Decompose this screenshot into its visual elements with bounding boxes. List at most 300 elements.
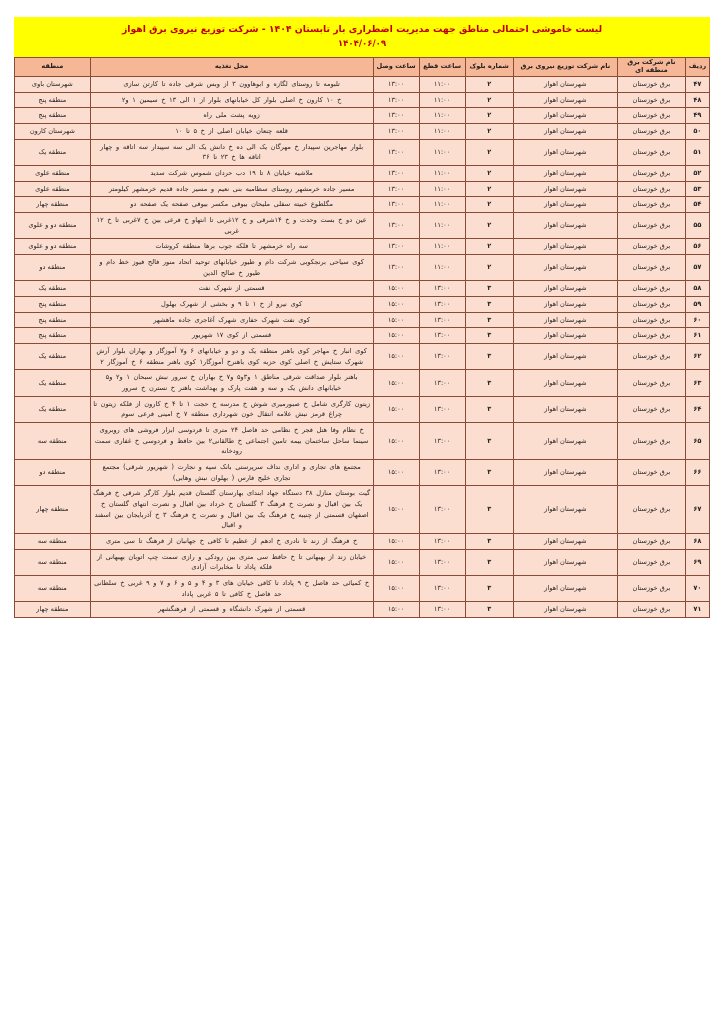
cell-area: منطقه چهار xyxy=(15,486,91,534)
cell-rank-value: ۵۸ xyxy=(693,284,702,293)
cell-rank xyxy=(685,197,709,213)
cell-rank-value: ۶۸ xyxy=(693,537,702,545)
cell-on-time xyxy=(373,486,419,534)
cell-distribution-company: شهرستان اهواز xyxy=(513,108,617,124)
cell-distribution-company: شهرستان اهواز xyxy=(513,576,617,602)
cell-off-time-value: ۱۱:۰۰ xyxy=(433,263,451,272)
cell-regional-company: برق خوزستان xyxy=(617,549,685,575)
outage-table xyxy=(14,57,710,618)
cell-feed-location xyxy=(90,328,373,344)
cell-rank xyxy=(685,181,709,197)
cell-block-number xyxy=(465,165,513,181)
cell-distribution-company: شهرستان اهواز xyxy=(513,197,617,213)
cell-block-number-value: ۳ xyxy=(487,404,492,413)
cell-rank xyxy=(685,602,709,618)
feed-location-text: کوی سیاحی برنجکوبی شرکت دام و طیور خیابانهای توحید اتحاد منور فالح فیوز خط دام و طیور خ صالح الدین xyxy=(99,257,364,277)
cell-block-number xyxy=(465,549,513,575)
cell-rank xyxy=(685,212,709,238)
cell-on-time-value: ۱۳:۰۰ xyxy=(387,95,405,104)
feed-location-text: تلبومه تا روستای لگازه و ابوهاوون ۳ از وبس شرقی جاده تا کارتن سازی xyxy=(123,79,340,88)
table-row xyxy=(15,108,710,124)
cell-area: منطقه یک xyxy=(15,139,91,165)
cell-block-number-value: ۳ xyxy=(487,505,492,514)
cell-on-time-value: ۱۵:۰۰ xyxy=(387,584,405,593)
cell-feed-location xyxy=(90,576,373,602)
cell-rank xyxy=(685,76,709,92)
cell-block-number-value: ۲ xyxy=(487,111,492,120)
cell-rank-value: ۶۱ xyxy=(693,331,702,340)
cell-feed-location xyxy=(90,343,373,369)
cell-rank-value: ۵۰ xyxy=(693,126,702,135)
cell-regional-company: برق خوزستان xyxy=(617,602,685,618)
feed-location-text: خیابان زند از بهبهانی تا خ حافظ سی متری بین رودکی و رازی سمت چپ اتوبان بهبهانی از فلکه پاداد تا مخابرات آزادی xyxy=(96,552,367,572)
cell-off-time xyxy=(419,459,465,485)
cell-block-number xyxy=(465,312,513,328)
cell-block-number xyxy=(465,212,513,238)
cell-rank-value: ۶۳ xyxy=(693,378,702,387)
cell-distribution-company: شهرستان اهواز xyxy=(513,254,617,280)
cell-on-time-value: ۱۳:۰۰ xyxy=(387,221,405,230)
cell-block-number-value: ۲ xyxy=(487,242,492,251)
cell-off-time-value: ۱۱:۰۰ xyxy=(433,168,451,177)
cell-regional-company: برق خوزستان xyxy=(617,165,685,181)
cell-regional-company: برق خوزستان xyxy=(617,197,685,213)
cell-on-time xyxy=(373,328,419,344)
cell-block-number-value: ۳ xyxy=(487,558,492,566)
cell-distribution-company: شهرستان اهواز xyxy=(513,549,617,575)
cell-rank xyxy=(685,534,709,550)
cell-distribution-company: شهرستان اهواز xyxy=(513,76,617,92)
cell-off-time xyxy=(419,139,465,165)
cell-area: منطقه پنج xyxy=(15,92,91,108)
cell-area: منطقه پنج xyxy=(15,108,91,124)
cell-regional-company: برق خوزستان xyxy=(617,422,685,459)
table-row xyxy=(15,602,710,618)
cell-rank xyxy=(685,576,709,602)
cell-off-time xyxy=(419,197,465,213)
cell-rank xyxy=(685,165,709,181)
cell-block-number-value: ۲ xyxy=(487,263,492,272)
cell-block-number-value: ۲ xyxy=(487,221,492,230)
cell-on-time-value: ۱۵:۰۰ xyxy=(387,436,405,445)
cell-off-time-value: ۱۳:۰۰ xyxy=(433,584,451,593)
cell-off-time xyxy=(419,165,465,181)
cell-off-time-value: ۱۱:۰۰ xyxy=(433,95,451,104)
cell-area: منطقه پنج xyxy=(15,328,91,344)
column-header-regional-company: نام شرکت برق منطقه ای xyxy=(617,58,685,77)
cell-on-time xyxy=(373,212,419,238)
feed-location-text: گیت بوستان منازل ۳۸ دستگاه جهاد ابندای بهارستان گلستان قدیم بلوار کارگر شرقی خ فرهنگ یک بین اقبال و نصرت خ فرهنگ ۳ گلستان خ خرداد بین اقبال و نصرت انتهای گلستان خ اصفهان قسمتی از چنیبه خ فرهنگ یک بین اقبال و نصرت خ فرهنگ ۳ خ آذربایجان بین اسفند و اقبال xyxy=(93,489,371,530)
feed-location-text: مگلطوع خبیته سفلی ملیحان بیوفی مکسر بیوفی صفحه یک صفحه دو xyxy=(130,200,333,209)
cell-rank xyxy=(685,396,709,422)
cell-off-time xyxy=(419,181,465,197)
cell-rank-value: ۵۲ xyxy=(693,168,702,177)
cell-on-time-value: ۱۵:۰۰ xyxy=(387,468,405,477)
cell-regional-company: برق خوزستان xyxy=(617,312,685,328)
cell-feed-location xyxy=(90,165,373,181)
cell-rank-value: ۵۳ xyxy=(693,184,702,193)
cell-on-time xyxy=(373,459,419,485)
cell-block-number xyxy=(465,486,513,534)
cell-block-number xyxy=(465,254,513,280)
cell-rank xyxy=(685,296,709,312)
cell-distribution-company: شهرستان اهواز xyxy=(513,165,617,181)
cell-feed-location xyxy=(90,108,373,124)
cell-on-time-value: ۱۳:۰۰ xyxy=(387,126,405,135)
cell-block-number-value: ۳ xyxy=(487,331,492,340)
cell-regional-company: برق خوزستان xyxy=(617,370,685,396)
cell-feed-location xyxy=(90,239,373,255)
cell-off-time xyxy=(419,534,465,550)
feed-location-text: عین دو خ بست وحدت و خ ۱۴شرقی و خ ۱۲غربی تا انتهاو خ فرعی بین خ ۷غربی تا خ ۱۲ غربی xyxy=(96,215,367,235)
cell-block-number xyxy=(465,534,513,550)
cell-regional-company: برق خوزستان xyxy=(617,328,685,344)
cell-area: منطقه سه xyxy=(15,534,91,550)
cell-distribution-company: شهرستان اهواز xyxy=(513,486,617,534)
cell-rank-value: ۴۹ xyxy=(693,111,702,120)
cell-block-number-value: ۲ xyxy=(487,200,492,209)
cell-block-number xyxy=(465,396,513,422)
cell-distribution-company: شهرستان اهواز xyxy=(513,312,617,328)
cell-distribution-company: شهرستان اهواز xyxy=(513,343,617,369)
cell-off-time xyxy=(419,312,465,328)
cell-off-time-value: ۱۳:۰۰ xyxy=(433,436,451,445)
cell-distribution-company: شهرستان اهواز xyxy=(513,396,617,422)
cell-on-time-value: ۱۵:۰۰ xyxy=(387,352,405,361)
cell-area: منطقه یک xyxy=(15,281,91,297)
cell-distribution-company: شهرستان اهواز xyxy=(513,181,617,197)
cell-feed-location xyxy=(90,534,373,550)
table-row xyxy=(15,254,710,280)
cell-distribution-company: شهرستان اهواز xyxy=(513,92,617,108)
cell-off-time-value: ۱۱:۰۰ xyxy=(433,126,451,135)
table-row xyxy=(15,139,710,165)
column-header-block-number: شماره بلوک xyxy=(465,58,513,77)
cell-off-time-value: ۱۱:۰۰ xyxy=(433,147,451,156)
column-header-rank: ردیف xyxy=(685,58,709,77)
cell-block-number xyxy=(465,602,513,618)
cell-off-time-value: ۱۳:۰۰ xyxy=(433,331,451,340)
table-row xyxy=(15,312,710,328)
cell-on-time-value: ۱۵:۰۰ xyxy=(387,605,405,614)
feed-location-text: قسمتی از کوی ۱۷ شهریور xyxy=(192,331,272,340)
cell-distribution-company: شهرستان اهواز xyxy=(513,212,617,238)
cell-rank-value: ۶۹ xyxy=(693,558,702,566)
cell-area: منطقه علوی xyxy=(15,165,91,181)
cell-off-time xyxy=(419,76,465,92)
table-body xyxy=(15,76,710,617)
cell-regional-company: برق خوزستان xyxy=(617,76,685,92)
cell-off-time xyxy=(419,549,465,575)
cell-block-number-value: ۳ xyxy=(487,315,492,324)
cell-rank-value: ۵۶ xyxy=(693,242,702,251)
cell-rank xyxy=(685,549,709,575)
cell-area: شهرستان باوی xyxy=(15,76,91,92)
cell-on-time-value: ۱۳:۰۰ xyxy=(387,242,405,251)
cell-feed-location xyxy=(90,459,373,485)
cell-block-number xyxy=(465,281,513,297)
cell-regional-company: برق خوزستان xyxy=(617,239,685,255)
cell-regional-company: برق خوزستان xyxy=(617,92,685,108)
table-row xyxy=(15,296,710,312)
cell-on-time-value: ۱۵:۰۰ xyxy=(387,558,405,566)
cell-off-time xyxy=(419,108,465,124)
feed-location-text: خ فرهنگ از زند تا نادری خ ادهم از عظیم تا کافی خ جهانبان از فرهنگ تا سی متری xyxy=(105,537,358,545)
outage-sheet xyxy=(14,17,710,618)
cell-block-number-value: ۲ xyxy=(487,95,492,104)
cell-on-time-value: ۱۵:۰۰ xyxy=(387,315,405,324)
cell-off-time xyxy=(419,486,465,534)
cell-block-number xyxy=(465,328,513,344)
cell-on-time xyxy=(373,92,419,108)
cell-area: منطقه یک xyxy=(15,343,91,369)
cell-block-number-value: ۳ xyxy=(487,378,492,387)
cell-distribution-company: شهرستان اهواز xyxy=(513,602,617,618)
cell-rank xyxy=(685,92,709,108)
cell-block-number xyxy=(465,343,513,369)
cell-block-number xyxy=(465,108,513,124)
cell-distribution-company: شهرستان اهواز xyxy=(513,370,617,396)
cell-rank xyxy=(685,123,709,139)
table-row xyxy=(15,396,710,422)
cell-on-time xyxy=(373,370,419,396)
table-header xyxy=(15,58,710,77)
table-row xyxy=(15,549,710,575)
cell-regional-company: برق خوزستان xyxy=(617,296,685,312)
table-row xyxy=(15,370,710,396)
table-row xyxy=(15,92,710,108)
cell-on-time xyxy=(373,254,419,280)
cell-on-time xyxy=(373,396,419,422)
cell-off-time-value: ۱۱:۰۰ xyxy=(433,184,451,193)
feed-location-text: کوی نیرو از خ ۱ تا ۹ و بخشی از شهرک بهلول xyxy=(161,299,303,308)
document-title: لیست خاموشی احتمالی مناطق جهت مدیریت اضطراری بار تابستان ۱۴۰۴ - شرکت توزیع نیروی برق اهواز xyxy=(121,24,603,35)
table-row xyxy=(15,165,710,181)
cell-block-number xyxy=(465,139,513,165)
cell-on-time xyxy=(373,281,419,297)
cell-regional-company: برق خوزستان xyxy=(617,534,685,550)
cell-on-time xyxy=(373,534,419,550)
cell-off-time xyxy=(419,370,465,396)
cell-on-time-value: ۱۳:۰۰ xyxy=(387,147,405,156)
cell-distribution-company: شهرستان اهواز xyxy=(513,139,617,165)
table-header-row xyxy=(15,58,710,77)
feed-location-text: زویه پشت ملی راه xyxy=(203,111,260,120)
cell-off-time-value: ۱۱:۰۰ xyxy=(433,200,451,209)
cell-block-number-value: ۲ xyxy=(487,79,492,88)
cell-rank-value: ۶۵ xyxy=(693,436,702,445)
cell-regional-company: برق خوزستان xyxy=(617,123,685,139)
cell-off-time xyxy=(419,239,465,255)
cell-feed-location xyxy=(90,281,373,297)
cell-off-time-value: ۱۳:۰۰ xyxy=(433,505,451,514)
cell-feed-location xyxy=(90,181,373,197)
feed-location-text: خ ۱۰ کارون خ اصلی بلوار کل خیابانهای بلوار از ۱ الی ۱۳ خ سیمین ۱ و۲ xyxy=(121,95,342,104)
cell-rank xyxy=(685,486,709,534)
cell-rank-value: ۵۵ xyxy=(693,221,702,230)
cell-on-time-value: ۱۳:۰۰ xyxy=(387,263,405,272)
cell-on-time xyxy=(373,239,419,255)
cell-off-time-value: ۱۳:۰۰ xyxy=(433,315,451,324)
feed-location-text: باهنر بلوار صداقت شرقی مناطق ۱ و۳و۵ و۷ خ بهاران خ سرور نبش سبحان ۱ و۲ و۵ خیابانهای دانش یک و سه و هفت پارک و بهداشت باهنر خ نسترن خ سرور xyxy=(105,373,358,392)
table-row xyxy=(15,197,710,213)
cell-regional-company: برق خوزستان xyxy=(617,139,685,165)
cell-rank-value: ۶۴ xyxy=(693,404,702,413)
cell-block-number-value: ۳ xyxy=(487,352,492,361)
cell-block-number xyxy=(465,370,513,396)
cell-feed-location xyxy=(90,396,373,422)
cell-feed-location xyxy=(90,139,373,165)
cell-on-time-value: ۱۵:۰۰ xyxy=(387,331,405,340)
cell-regional-company: برق خوزستان xyxy=(617,576,685,602)
cell-feed-location xyxy=(90,76,373,92)
cell-block-number xyxy=(465,123,513,139)
cell-feed-location xyxy=(90,197,373,213)
cell-feed-location xyxy=(90,549,373,575)
cell-area: منطقه پنج xyxy=(15,312,91,328)
cell-area: منطقه سه xyxy=(15,549,91,575)
cell-block-number xyxy=(465,459,513,485)
title-banner xyxy=(14,17,710,57)
cell-regional-company: برق خوزستان xyxy=(617,459,685,485)
cell-off-time-value: ۱۱:۰۰ xyxy=(433,221,451,230)
cell-on-time xyxy=(373,312,419,328)
cell-on-time-value: ۱۳:۰۰ xyxy=(387,200,405,209)
cell-off-time xyxy=(419,343,465,369)
cell-off-time xyxy=(419,328,465,344)
table-row xyxy=(15,328,710,344)
table-row xyxy=(15,181,710,197)
cell-regional-company: برق خوزستان xyxy=(617,486,685,534)
feed-location-text: قسمتی از شهرک دانشگاه و قسمتی از فرهنگشهر xyxy=(158,605,306,614)
cell-rank-value: ۴۸ xyxy=(693,95,702,104)
cell-area: منطقه چهار xyxy=(15,602,91,618)
cell-rank-value: ۶۶ xyxy=(693,468,702,477)
feed-location-text: سه راه خرمشهر تا فلکه جوب برها منطقه کروشات xyxy=(155,242,308,251)
cell-area: منطقه دو xyxy=(15,254,91,280)
cell-off-time-value: ۱۱:۰۰ xyxy=(433,242,451,251)
cell-area: منطقه یک xyxy=(15,370,91,396)
feed-location-text: قسمتی از شهرک نفت xyxy=(198,284,265,293)
cell-off-time-value: ۱۳:۰۰ xyxy=(433,537,451,545)
cell-on-time-value: ۱۵:۰۰ xyxy=(387,299,405,308)
cell-block-number-value: ۳ xyxy=(487,468,492,477)
feed-location-text: مسیر جاده خرمشهر روستای سطامبه بنی نعیم و مسیر جاده قدیم خرمشهر کیلومتر xyxy=(108,184,355,193)
cell-distribution-company: شهرستان اهواز xyxy=(513,123,617,139)
cell-block-number xyxy=(465,181,513,197)
cell-off-time xyxy=(419,296,465,312)
cell-on-time-value: ۱۳:۰۰ xyxy=(387,79,405,88)
cell-on-time xyxy=(373,343,419,369)
feed-location-text: ملاشیه خیابان ۸ تا ۱۹ دب حردان شموس شرکت سدید xyxy=(150,168,313,177)
cell-off-time-value: ۱۱:۰۰ xyxy=(433,111,451,120)
cell-area: منطقه پنج xyxy=(15,296,91,312)
cell-block-number-value: ۲ xyxy=(487,184,492,193)
cell-on-time xyxy=(373,296,419,312)
cell-off-time-value: ۱۳:۰۰ xyxy=(433,468,451,477)
cell-rank xyxy=(685,312,709,328)
cell-rank xyxy=(685,239,709,255)
cell-regional-company: برق خوزستان xyxy=(617,181,685,197)
cell-on-time xyxy=(373,108,419,124)
cell-block-number-value: ۳ xyxy=(487,584,492,593)
cell-distribution-company: شهرستان اهواز xyxy=(513,281,617,297)
cell-rank-value: ۵۴ xyxy=(693,200,702,209)
cell-off-time-value: ۱۳:۰۰ xyxy=(433,352,451,361)
cell-block-number xyxy=(465,422,513,459)
cell-off-time xyxy=(419,92,465,108)
cell-on-time-value: ۱۳:۰۰ xyxy=(387,111,405,120)
cell-on-time xyxy=(373,422,419,459)
cell-off-time xyxy=(419,212,465,238)
table-row xyxy=(15,76,710,92)
cell-distribution-company: شهرستان اهواز xyxy=(513,459,617,485)
feed-location-text: کوی انبار خ مهاجر کوی باهنر منطقه یک و دو و خیابانهای ۶ و۷ آموزگار و بهاران بلوار آرش شهرک ستایش خ اصلی کوی حزبه کوی باهنرخ آموزگار۱ کوی باهنر منطقه ۶ خ آموزگار ۲ xyxy=(96,346,367,366)
table-row xyxy=(15,576,710,602)
cell-distribution-company: شهرستان اهواز xyxy=(513,239,617,255)
cell-off-time xyxy=(419,396,465,422)
cell-rank xyxy=(685,422,709,459)
cell-block-number-value: ۳ xyxy=(487,299,492,308)
cell-feed-location xyxy=(90,370,373,396)
cell-feed-location xyxy=(90,312,373,328)
cell-rank-value: ۴۷ xyxy=(693,79,702,88)
cell-on-time-value: ۱۳:۰۰ xyxy=(387,168,405,177)
cell-off-time-value: ۱۱:۰۰ xyxy=(433,79,451,88)
cell-block-number xyxy=(465,239,513,255)
cell-off-time xyxy=(419,602,465,618)
cell-rank-value: ۶۲ xyxy=(693,352,702,361)
feed-location-text: خ کمیائی حد فاصل خ ۹ پاداد تا کافی خیابان های ۳ و ۴ و ۵ و ۶ و ۷ و ۹ غربی خ سلطانی حد فاصل خ کافی تا ۵ غربی پاداد xyxy=(94,579,370,598)
cell-on-time xyxy=(373,181,419,197)
cell-rank xyxy=(685,281,709,297)
table-row xyxy=(15,422,710,459)
cell-area: منطقه دو و علوی xyxy=(15,239,91,255)
cell-feed-location xyxy=(90,254,373,280)
cell-on-time-value: ۱۳:۰۰ xyxy=(387,184,405,193)
cell-regional-company: برق خوزستان xyxy=(617,108,685,124)
feed-location-text: مجتمع های تجاری و اداری نداف سرپرستی بانک سپه و نجارت ( شهریور شرقی) مجتمع تجاری خلیج فارس ( بهلوان نبش وهابی) xyxy=(102,462,361,482)
cell-on-time xyxy=(373,602,419,618)
feed-location-text: کوی نفت شهرک حفاری شهرک آغاجری جاده ماهشهر xyxy=(153,315,310,324)
cell-rank xyxy=(685,254,709,280)
cell-area: منطقه دو xyxy=(15,459,91,485)
column-header-on-time: ساعت وصل xyxy=(373,58,419,77)
table-row xyxy=(15,486,710,534)
cell-feed-location xyxy=(90,123,373,139)
feed-location-text: خ نظام وفا هتل فجر خ نظامی حد فاصل ۲۴ متری تا فردوسی ابزار فروشی های روبروی سینما ساحل ساختمان بیمه تامین اجتماعی خ طالقانی۲ بین حافظ و فردوسی خ غفاری سمت رودخانه xyxy=(94,425,369,456)
cell-on-time xyxy=(373,123,419,139)
cell-area: منطقه سه xyxy=(15,576,91,602)
cell-rank-value: ۵۷ xyxy=(693,263,702,272)
cell-off-time xyxy=(419,281,465,297)
column-header-off-time: ساعت قطع xyxy=(419,58,465,77)
cell-block-number xyxy=(465,197,513,213)
cell-off-time xyxy=(419,576,465,602)
table-row xyxy=(15,459,710,485)
table-row xyxy=(15,534,710,550)
feed-location-text: قلعه چنعان خیابان اصلی از خ ۵ تا ۱۰ xyxy=(175,126,288,135)
cell-area: شهرستان کارون xyxy=(15,123,91,139)
cell-on-time-value: ۱۵:۰۰ xyxy=(387,537,405,545)
cell-rank xyxy=(685,343,709,369)
cell-regional-company: برق خوزستان xyxy=(617,343,685,369)
cell-regional-company: برق خوزستان xyxy=(617,254,685,280)
cell-on-time xyxy=(373,549,419,575)
cell-rank-value: ۵۱ xyxy=(693,147,702,156)
cell-area: منطقه چهار xyxy=(15,197,91,213)
cell-feed-location xyxy=(90,92,373,108)
